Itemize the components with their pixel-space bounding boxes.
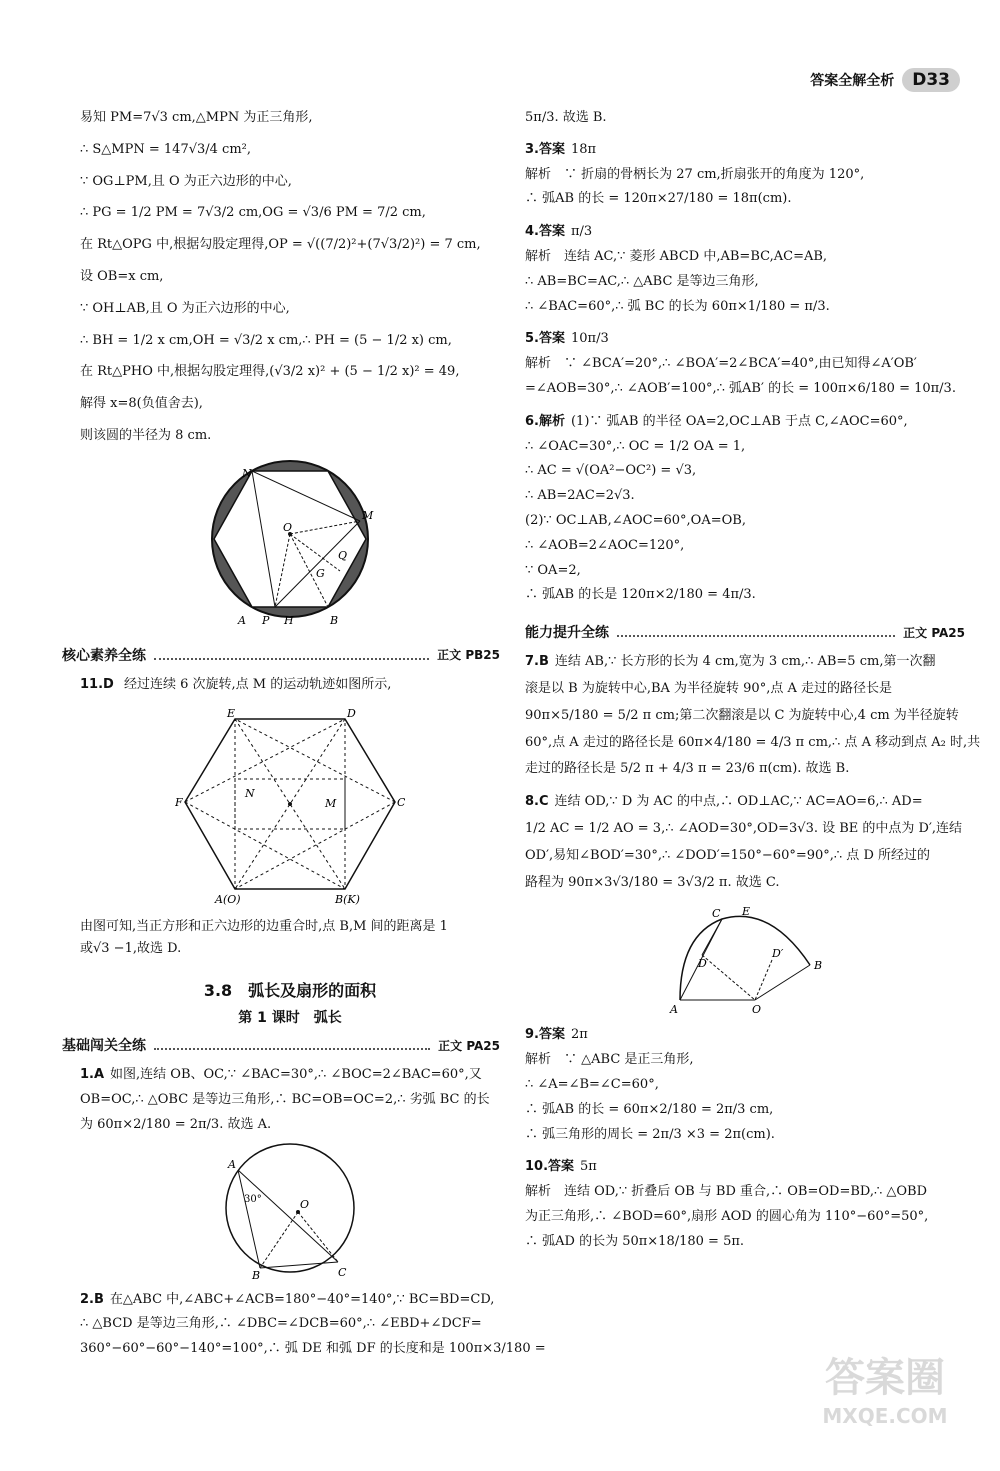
text-line: ∵ OH⊥AB,且 O 为正六边形的中心, bbox=[80, 300, 290, 316]
question-number: 1.A bbox=[80, 1067, 105, 1083]
label-P: P bbox=[262, 613, 270, 627]
figure-inscribed-triangle bbox=[210, 1140, 370, 1280]
question-5 bbox=[525, 329, 965, 399]
text-line: 解析 ∵ △ABC 是正三角形, bbox=[525, 1052, 694, 1068]
lesson-heading: 第 1 课时 弧长 bbox=[238, 1010, 342, 1027]
question-number: 11.D bbox=[80, 676, 114, 692]
text-line: 连结 OD,∵ D 为 AC 的中点,∴ OD⊥AC,∵ AC=AO=6,∴ AD= bbox=[554, 794, 923, 810]
text-line: 在 Rt△PHO 中,根据勾股定理得,(√3/2 x)² + (5 − 1/2 x)² = 49, bbox=[80, 364, 460, 380]
watermark-logo bbox=[800, 1341, 970, 1431]
question-number: 6.解析 bbox=[525, 413, 565, 429]
label-D-prime: D′ bbox=[772, 947, 784, 961]
section-ref: 正文 PB25 bbox=[437, 648, 500, 663]
text-line: 或√3 −1,故选 D. bbox=[80, 941, 182, 957]
label-C: C bbox=[338, 1265, 347, 1279]
text-line: ∴ S△MPN = 147√3/4 cm², bbox=[80, 141, 251, 157]
text-line: 解析 ∵ ∠BCA′=20°,∴ ∠BOA′=2∠BCA′=40°,由已知得∠A′OB′ bbox=[525, 356, 917, 372]
text-line: 则该圆的半径为 8 cm. bbox=[80, 427, 212, 443]
text-line: ∵ OG⊥PM,且 O 为正六边形的中心, bbox=[80, 173, 292, 189]
label-G: G bbox=[316, 566, 325, 580]
text-line: ∴ 弧AD 的长为 50π×18/180 = 5π. bbox=[525, 1233, 745, 1249]
text-line: 解析 连结 AC,∵ 菱形 ABCD 中,AB=BC,AC=AB, bbox=[525, 248, 828, 264]
label-N: N bbox=[245, 786, 255, 800]
text-line: 由图可知,当正方形和正六边形的边重合时,点 B,M 间的距离是 1 bbox=[80, 918, 448, 934]
page-number: D33 bbox=[902, 68, 960, 92]
text-line: 在△ABC 中,∠ABC+∠ACB=180°−40°=140°,∵ BC=BD=CD, bbox=[109, 1291, 495, 1307]
question-number: 9.答案 bbox=[525, 1027, 565, 1043]
text-line: ∴ ∠AOB=2∠AOC=120°, bbox=[525, 537, 685, 553]
watermark-url: MXQE.COM bbox=[822, 1404, 948, 1428]
question-text: 经过连续 6 次旋转,点 M 的运动轨迹如图所示, bbox=[123, 676, 392, 692]
question-number: 10.答案 bbox=[525, 1159, 575, 1175]
left-intro-lines bbox=[80, 108, 500, 447]
label-D: D bbox=[347, 706, 356, 720]
watermark-text: 答案圈 bbox=[825, 1355, 945, 1401]
text-line: ∴ PG = 1/2 PM = 7√3/2 cm,OG = √3/6 PM = 7/2 cm, bbox=[80, 205, 426, 221]
question-6 bbox=[525, 412, 965, 606]
label-A-O: A(O) bbox=[215, 892, 241, 906]
text-line: ∴ 弧三角形的周长 = 2π/3 ×3 = 2π(cm). bbox=[525, 1126, 775, 1142]
question-number: 7.B bbox=[525, 654, 549, 670]
figure-hexagon-rotation bbox=[175, 707, 405, 907]
text-line: 路程为 90π×3√3/180 = 3√3/2 π. 故选 C. bbox=[525, 874, 780, 890]
label-B: B bbox=[330, 613, 339, 627]
header-title: 答案全解全析 bbox=[810, 73, 895, 89]
label-B: B bbox=[814, 959, 823, 973]
label-F: F bbox=[175, 795, 183, 809]
question-9 bbox=[525, 1025, 965, 1145]
text-line: =∠AOB=30°,∴ ∠AOB′=100°,∴ 弧AB′ 的长 = 100π×6/180 = 10π/3. bbox=[525, 380, 956, 396]
label-H: H bbox=[284, 613, 294, 627]
question-10 bbox=[525, 1157, 965, 1252]
answer-value: 2π bbox=[570, 1027, 588, 1043]
page-header bbox=[810, 68, 960, 92]
label-N: N bbox=[242, 466, 252, 480]
section-heading: 3.8 弧长及扇形的面积 bbox=[203, 981, 377, 1001]
figure-rolling-sector bbox=[660, 905, 830, 1015]
text-line: (2)∵ OC⊥AB,∠AOC=60°,OA=OB, bbox=[525, 512, 746, 528]
label-A: A bbox=[238, 613, 246, 627]
text-line: ∴ 弧AB 的长是 120π×2/180 = 4π/3. bbox=[525, 587, 756, 603]
label-D: D bbox=[698, 957, 707, 971]
label-angle: 30° bbox=[244, 1193, 262, 1205]
label-M: M bbox=[325, 796, 337, 810]
text-line: ∵ OA=2, bbox=[525, 562, 581, 578]
text-line: OB=OC,∴ △OBC 是等边三角形,∴ BC=OB=OC=2,∴ 劣弧 BC 的长 bbox=[80, 1091, 490, 1107]
text-line: 解析 连结 OD,∵ 折叠后 OB 与 BD 重合,∴ OB=OD=BD,∴ △OBD bbox=[525, 1184, 928, 1200]
label-E: E bbox=[742, 905, 751, 919]
section-advanced bbox=[525, 622, 965, 642]
text-line: 为 60π×2/180 = 2π/3. 故选 A. bbox=[80, 1116, 272, 1132]
section-title: 基础闯关全练 bbox=[62, 1038, 146, 1055]
label-A: A bbox=[228, 1157, 236, 1171]
text-line: ∴ ∠BAC=60°,∴ 弧 BC 的长为 60π×1/180 = π/3. bbox=[525, 298, 830, 314]
section-basic bbox=[62, 1035, 500, 1055]
section-title: 核心素养全练 bbox=[62, 647, 146, 664]
text-line: (1)∵ 弧AB 的半径 OA=2,OC⊥AB 于点 C,∠AOC=60°, bbox=[570, 413, 908, 429]
text-line: 滚是以 B 为旋转中心,BA 为半径旋转 90°,点 A 走过的路径长是 bbox=[525, 680, 892, 696]
label-C: C bbox=[397, 795, 405, 809]
text-line: 在 Rt△OPG 中,根据勾股定理得,OP = √((7/2)²+(7√3/2)²) = 7 cm, bbox=[80, 237, 481, 253]
text-line: OD′,易知∠BOD′=30°,∴ ∠DOD′=150°−60°=90°,∴ 点 D 所经过的 bbox=[525, 847, 930, 863]
text-line: 1/2 AC = 1/2 AO = 3,∴ ∠AOD=30°,OD=3√3. 设 BE 的中点为 D′,连结 bbox=[525, 820, 963, 836]
text-line: 90π×5/180 = 5/2 π cm;第二次翻滚是以 C 为旋转中心,4 cm 为半径旋转 bbox=[525, 707, 959, 723]
section-ref: 正文 PA25 bbox=[903, 625, 965, 640]
text-line: 解得 x=8(负值舍去), bbox=[80, 396, 203, 412]
text-line: ∴ ∠OAC=30°,∴ OC = 1/2 OA = 1, bbox=[525, 438, 746, 454]
text-line: ∴ BH = 1/2 x cm,OH = √3/2 x cm,∴ PH = (5 − 1/2 x) cm, bbox=[80, 332, 452, 348]
section-title: 能力提升全练 bbox=[525, 625, 609, 642]
question-4 bbox=[525, 222, 965, 317]
label-Q: Q bbox=[338, 548, 348, 562]
text-line: ∴ ∠A=∠B=∠C=60°, bbox=[525, 1076, 659, 1092]
section-dots bbox=[154, 1040, 430, 1050]
section-core bbox=[62, 645, 500, 665]
label-A: A bbox=[670, 1003, 678, 1016]
text-line: ∴ AC = √(OA²−OC²) = √3, bbox=[525, 463, 697, 479]
answer-value: 5π bbox=[580, 1159, 597, 1175]
answer-value: 18π bbox=[570, 141, 597, 157]
text-line: 连结 AB,∵ 长方形的长为 4 cm,宽为 3 cm,∴ AB=5 cm,第一次翻 bbox=[554, 654, 936, 670]
text-line: ∴ 弧AB 的长 = 120π×27/180 = 18π(cm). bbox=[525, 191, 792, 207]
question-number: 4.答案 bbox=[525, 224, 565, 240]
text-line: 为正三角形,∴ ∠BOD=60°,扇形 AOD 的圆心角为 110°−60°=50°, bbox=[525, 1208, 929, 1224]
text-line: 5π/3. 故选 B. bbox=[525, 110, 607, 125]
label-B: B bbox=[252, 1268, 261, 1280]
text-line: 360°−60°−60°−140°=100°,∴ 弧 DE 和弧 DF 的长度和是 100π×3/180 = bbox=[80, 1341, 546, 1357]
text-line: 解析 ∵ 折扇的骨柄长为 27 cm,折扇张开的角度为 120°, bbox=[525, 166, 865, 182]
label-B-K: B(K) bbox=[335, 892, 360, 906]
text-line: 如图,连结 OB、OC,∵ ∠BAC=30°,∴ ∠BOC=2∠BAC=60°,又 bbox=[110, 1067, 482, 1083]
question-number: 2.B bbox=[80, 1291, 104, 1307]
text-line: 60°,点 A 走过的路径长是 60π×4/180 = 4/3 π cm,∴ 点 A 移动到点 A₂ 时,共 bbox=[525, 734, 981, 750]
section-ref: 正文 PA25 bbox=[438, 1038, 500, 1053]
question-number: 5.答案 bbox=[525, 331, 565, 347]
text-line: ∴ AB=BC=AC,∴ △ABC 是等边三角形, bbox=[525, 273, 759, 289]
question-11 bbox=[80, 675, 500, 696]
text-line: ∴ AB=2AC=2√3. bbox=[525, 488, 635, 504]
label-O: O bbox=[300, 1197, 310, 1211]
question-7 bbox=[525, 652, 981, 780]
label-O: O bbox=[752, 1003, 762, 1016]
right-column bbox=[525, 108, 981, 1264]
section-dots bbox=[154, 650, 429, 660]
label-O: O bbox=[283, 520, 293, 534]
label-C: C bbox=[712, 907, 721, 921]
section-dots bbox=[617, 627, 895, 637]
question-1 bbox=[80, 1065, 500, 1135]
label-M: M bbox=[362, 508, 374, 522]
question-2 bbox=[80, 1290, 546, 1360]
figure-circle-hexagon bbox=[180, 459, 400, 629]
answer-value: π/3 bbox=[570, 224, 593, 240]
text-line: 走过的路径长是 5/2 π + 4/3 π = 23/6 π(cm). 故选 B. bbox=[525, 761, 850, 777]
question-3 bbox=[525, 140, 965, 210]
question-number: 8.C bbox=[525, 794, 549, 810]
question-8 bbox=[525, 792, 965, 893]
question-number: 3.答案 bbox=[525, 141, 565, 157]
text-line: 设 OB=x cm, bbox=[80, 268, 164, 284]
answer-value: 10π/3 bbox=[570, 331, 609, 347]
text-line: 易知 PM=7√3 cm,△MPN 为正三角形, bbox=[80, 110, 313, 125]
text-line: ∴ △BCD 是等边三角形,∴ ∠DBC=∠DCB=60°,∴ ∠EBD+∠DCF= bbox=[80, 1316, 482, 1332]
text-line: ∴ 弧AB 的长 = 60π×2/180 = 2π/3 cm, bbox=[525, 1101, 774, 1117]
label-E: E bbox=[227, 706, 236, 720]
